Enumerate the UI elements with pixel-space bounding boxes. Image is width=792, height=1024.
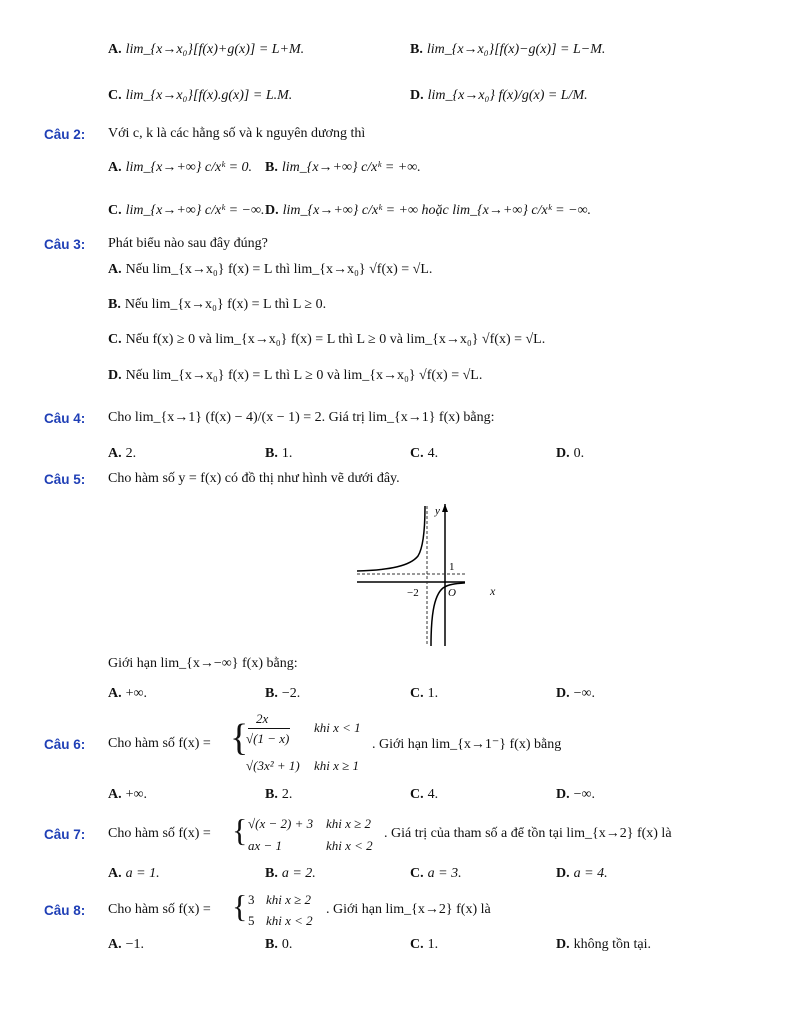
tick-label-y: 1: [449, 561, 455, 573]
q5-option-c[interactable]: [410, 686, 438, 702]
q7-option-d[interactable]: [556, 866, 608, 882]
option-label: D.: [556, 866, 570, 881]
q5-option-b[interactable]: [265, 686, 300, 702]
question-number: Câu 5:: [44, 472, 86, 487]
option-text: a = 3.: [427, 866, 462, 881]
option-label: A.: [108, 160, 122, 175]
option-label: B.: [265, 937, 278, 952]
option-text: a = 4.: [573, 866, 608, 881]
case2-condition: khi x < 2: [326, 838, 373, 853]
piecewise-brace: {: [232, 888, 248, 924]
option-text: −1.: [125, 937, 145, 952]
option-label: A.: [108, 866, 122, 881]
option-text: lim_{x→+∞} c/xᵏ = −∞.: [125, 203, 265, 218]
q8-option-b[interactable]: [265, 937, 292, 953]
option-label: B.: [265, 160, 278, 175]
option-text: Nếu lim_{x→x₀} f(x) = L thì L ≥ 0 và lim_{x→x₀} √f(x) = √L.: [125, 368, 483, 383]
question-number: Câu 6:: [44, 737, 86, 752]
option-text: 4.: [427, 787, 439, 802]
option-text: Nếu lim_{x→x₀} f(x) = L thì lim_{x→x₀} √f(x) = √L.: [125, 262, 433, 277]
option-label: A.: [108, 262, 122, 277]
q7-option-c[interactable]: [410, 866, 462, 882]
option-text: lim_{x→+∞} c/xᵏ = 0.: [125, 160, 253, 175]
question-number: Câu 4:: [44, 411, 86, 426]
fraction-bar: [248, 728, 290, 729]
q4-option-d[interactable]: [556, 446, 584, 462]
option-text: lim_{x→x₀} f(x)/g(x) = L/M.: [427, 88, 588, 103]
y-axis-arrow: [442, 504, 448, 512]
q4-option-b[interactable]: [265, 446, 292, 462]
stem-suffix: . Giới hạn lim_{x→2} f(x) là: [326, 902, 491, 917]
q3-option-d[interactable]: [108, 368, 482, 384]
option-text: 2.: [281, 787, 293, 802]
option-text: +∞.: [125, 686, 148, 701]
q2-option-b[interactable]: [265, 160, 421, 176]
curve-left-branch: [357, 506, 425, 571]
tick-label-x: −2: [407, 587, 419, 599]
question-number: Câu 2:: [44, 127, 86, 142]
q6-option-c[interactable]: [410, 787, 438, 803]
option-label: A.: [108, 937, 122, 952]
q7-option-a[interactable]: [108, 866, 160, 882]
option-text: +∞.: [125, 787, 148, 802]
option-text: 2.: [125, 446, 137, 461]
option-text: 0.: [281, 937, 293, 952]
case1-expression: 3: [248, 892, 255, 907]
q6-option-b[interactable]: [265, 787, 292, 803]
q8-option-c[interactable]: [410, 937, 438, 953]
q5-option-d[interactable]: [556, 686, 595, 702]
option-label: A.: [108, 686, 122, 701]
q4-option-c[interactable]: [410, 446, 438, 462]
option-label: A.: [108, 446, 122, 461]
option-text: 1.: [427, 937, 439, 952]
case1-denominator: √(1 − x): [246, 731, 290, 746]
case1-condition: khi x < 1: [314, 720, 361, 735]
option-label: C.: [108, 203, 122, 218]
stem-suffix: . Giới hạn lim_{x→1⁻} f(x) bằng: [372, 737, 562, 752]
case1-expression: √(x − 2) + 3: [248, 816, 314, 831]
option-label: D.: [410, 88, 424, 103]
option-text: −2.: [281, 686, 301, 701]
option-text: −∞.: [573, 686, 596, 701]
q1-option-c[interactable]: [108, 88, 292, 104]
case2-condition: khi x ≥ 1: [314, 758, 360, 773]
option-label: D.: [108, 368, 122, 383]
q3-option-b[interactable]: [108, 297, 326, 313]
piecewise-brace: {: [230, 717, 249, 759]
q3-option-a[interactable]: [108, 262, 432, 278]
option-label: D.: [556, 937, 570, 952]
option-label: B.: [265, 686, 278, 701]
case2-condition: khi x < 2: [266, 913, 313, 928]
x-axis-label: x: [490, 584, 496, 598]
stem-prefix: Cho hàm số f(x) =: [108, 826, 211, 841]
stem-suffix: . Giá trị của tham số a để tồn tại lim_{x→2} f(x) là: [384, 826, 672, 841]
q2-option-d[interactable]: [265, 203, 591, 219]
question-stem: Với c, k là các hằng số và k nguyên dương thì: [108, 126, 366, 141]
option-text: 0.: [573, 446, 585, 461]
case1-condition: khi x ≥ 2: [266, 892, 312, 907]
question-number: Câu 8:: [44, 903, 86, 918]
option-text: Nếu lim_{x→x₀} f(x) = L thì L ≥ 0.: [124, 297, 327, 312]
option-text: 1.: [427, 686, 439, 701]
question-number: Câu 3:: [44, 237, 86, 252]
q6-option-a[interactable]: [108, 787, 147, 803]
option-text: a = 1.: [125, 866, 160, 881]
y-axis-label: y: [435, 505, 440, 517]
option-label: C.: [410, 937, 424, 952]
option-text: a = 2.: [281, 866, 316, 881]
option-text: lim_{x→x₀}[f(x)−g(x)] = L−M.: [426, 42, 606, 57]
case1-condition: khi x ≥ 2: [326, 816, 372, 831]
option-label: C.: [410, 446, 424, 461]
piecewise-brace: {: [232, 812, 248, 848]
option-text: lim_{x→x₀}[f(x).g(x)] = L.M.: [125, 88, 293, 103]
option-label: D.: [556, 446, 570, 461]
option-text: lim_{x→+∞} c/xᵏ = +∞.: [281, 160, 421, 175]
option-label: C.: [108, 332, 122, 347]
option-text: lim_{x→x₀}[f(x)+g(x)] = L+M.: [125, 42, 305, 57]
option-text: không tồn tại.: [573, 937, 652, 952]
option-text: lim_{x→+∞} c/xᵏ = +∞ hoặc lim_{x→+∞} c/xᵏ = −∞.: [282, 203, 592, 218]
question-subprompt: Giới hạn lim_{x→−∞} f(x) bằng:: [108, 656, 298, 671]
q2-option-c[interactable]: [108, 203, 264, 219]
case2-expression: 5: [248, 913, 255, 928]
option-label: A.: [108, 42, 122, 57]
option-label: B.: [265, 446, 278, 461]
q1-option-a[interactable]: [108, 42, 304, 58]
q7-option-b[interactable]: [265, 866, 316, 882]
option-label: C.: [108, 88, 122, 103]
option-text: Nếu f(x) ≥ 0 và lim_{x→x₀} f(x) = L thì L ≥ 0 và lim_{x→x₀} √f(x) = √L.: [125, 332, 546, 347]
option-label: B.: [108, 297, 121, 312]
question-stem: Cho hàm số y = f(x) có đồ thị như hình vẽ dưới đây.: [108, 471, 400, 486]
q1-option-b[interactable]: [410, 42, 605, 58]
q1-option-d[interactable]: [410, 88, 588, 104]
function-graph: [355, 500, 465, 648]
option-label: D.: [556, 787, 570, 802]
case2-expression: ax − 1: [248, 838, 283, 853]
option-label: C.: [410, 686, 424, 701]
option-text: 1.: [281, 446, 293, 461]
q3-option-c[interactable]: [108, 332, 545, 348]
origin-label: O: [448, 587, 456, 599]
option-label: D.: [265, 203, 279, 218]
option-label: C.: [410, 866, 424, 881]
option-text: −∞.: [573, 787, 596, 802]
q5-option-a[interactable]: [108, 686, 147, 702]
q4-option-a[interactable]: [108, 446, 136, 462]
question-number: Câu 7:: [44, 827, 86, 842]
stem-prefix: Cho hàm số f(x) =: [108, 902, 211, 917]
stem-prefix: Cho hàm số f(x) =: [108, 736, 211, 751]
option-label: C.: [410, 787, 424, 802]
case1-numerator: 2x: [256, 711, 269, 726]
q8-option-a[interactable]: [108, 937, 144, 953]
option-label: D.: [556, 686, 570, 701]
q8-option-d[interactable]: [556, 937, 651, 953]
option-label: B.: [265, 787, 278, 802]
option-label: B.: [265, 866, 278, 881]
option-label: B.: [410, 42, 423, 57]
question-stem: Phát biểu nào sau đây đúng?: [108, 236, 268, 251]
case2-expression: √(3x² + 1): [246, 758, 300, 773]
option-label: A.: [108, 787, 122, 802]
question-stem: Cho lim_{x→1} (f(x) − 4)/(x − 1) = 2. Giá trị lim_{x→1} f(x) bằng:: [108, 410, 495, 425]
q6-option-d[interactable]: [556, 787, 595, 803]
q2-option-a[interactable]: [108, 160, 252, 176]
option-text: 4.: [427, 446, 439, 461]
